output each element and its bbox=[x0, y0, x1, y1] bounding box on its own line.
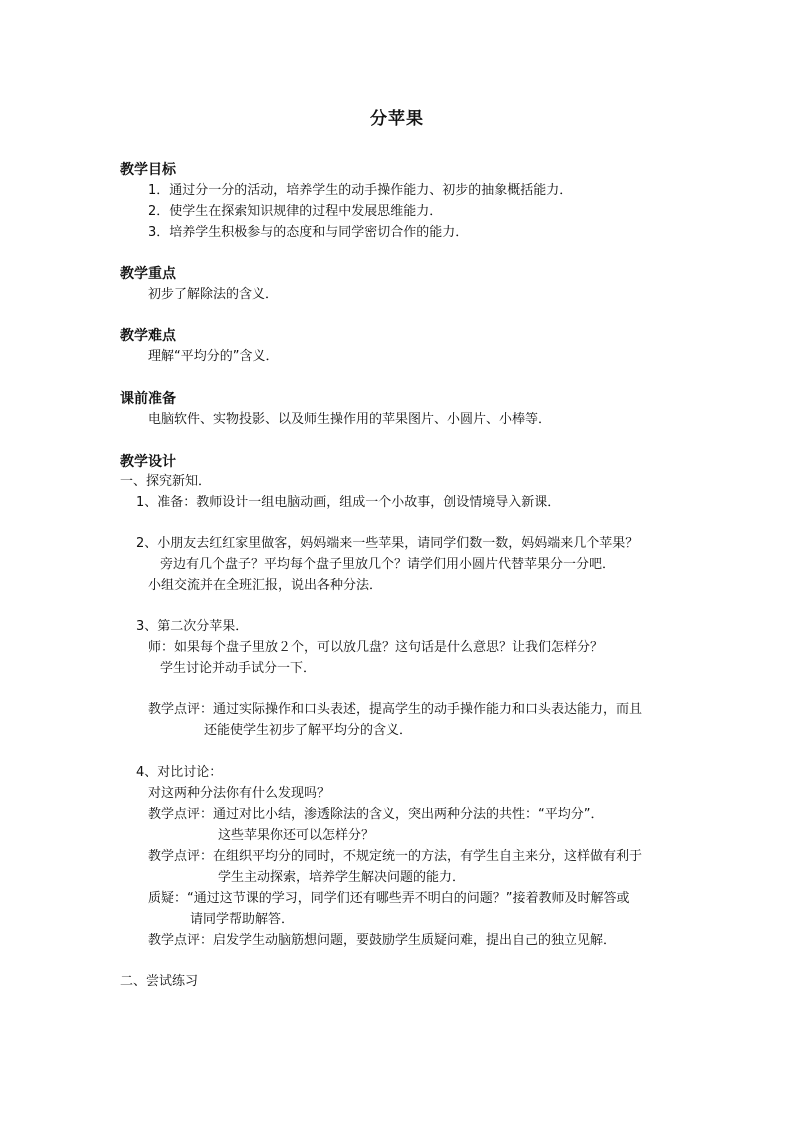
objective-item-1: 1．通过分一分的活动，培养学生的动手操作能力、初步的抽象概括能力． bbox=[148, 183, 573, 198]
design-heading: 教学设计 bbox=[120, 454, 176, 470]
objective-item-2: 2．使学生在探索知识规律的过程中发展思维能力． bbox=[148, 204, 443, 219]
design-step-4: 4、对比讨论： bbox=[136, 765, 223, 780]
design-comment-1: 教学点评：通过实际操作和口头表述，提高学生的动手操作能力和口头表达能力，而且 bbox=[148, 702, 643, 717]
key-point-text: 初步了解除法的含义． bbox=[148, 287, 279, 302]
design-step-3-teacher: 师：如果每个盘子里放２个，可以放几盘？这句话是什么意思？让我们怎样分？ bbox=[148, 640, 604, 655]
preparation-heading: 课前准备 bbox=[120, 391, 176, 407]
design-part-2-heading: 二、尝试练习 bbox=[120, 974, 199, 989]
difficulty-text: 理解“平均分的”含义． bbox=[148, 349, 279, 364]
key-point-heading: 教学重点 bbox=[120, 266, 176, 282]
preparation-text: 电脑软件、实物投影、以及师生操作用的苹果图片、小圆片、小棒等． bbox=[148, 412, 552, 427]
design-step-3: 3、第二次分苹果． bbox=[136, 619, 249, 634]
design-comment-2-cont: 这些苹果你还可以怎样分？ bbox=[218, 828, 375, 843]
design-comment-2: 教学点评：通过对比小结，渗透除法的含义，突出两种分法的共性：“平均分”． bbox=[148, 807, 604, 822]
design-step-2-cont: 旁边有几个盘子？平均每个盘子里放几个？请学们用小圆片代替苹果分一分吧． bbox=[160, 557, 616, 572]
design-question-cont: 请同学帮助解答． bbox=[190, 912, 295, 927]
design-step-2-summary: 小组交流并在全班汇报，说出各种分法． bbox=[148, 578, 383, 593]
design-step-1: 1、准备：教师设计一组电脑动画，组成一个小故事，创设情境导入新课． bbox=[136, 495, 561, 510]
design-comment-4: 教学点评：启发学生动脑筋想问题，要鼓励学生质疑问难，提出自己的独立见解． bbox=[148, 933, 617, 948]
difficulty-heading: 教学难点 bbox=[120, 328, 176, 344]
design-step-2: 2、小朋友去红红家里做客，妈妈端来一些苹果，请同学们数一数，妈妈端来几个苹果？ bbox=[136, 536, 639, 551]
design-comment-3: 教学点评：在组织平均分的同时，不规定统一的方法，有学生自主来分，这样做有利于 bbox=[148, 849, 643, 864]
design-step-4-question: 对这两种分法你有什么发现吗？ bbox=[148, 786, 331, 801]
document-title: 分苹果 bbox=[370, 109, 424, 129]
design-question: 质疑：“通过这节课的学习，同学们还有哪些弄不明白的问题？”接着教师及时解答或 bbox=[148, 891, 630, 906]
design-step-3-students: 学生讨论并动手试分一下． bbox=[160, 661, 317, 676]
design-part-1-heading: 一、探究新知． bbox=[120, 474, 212, 489]
design-comment-1-cont: 还能使学生初步了解平均分的含义． bbox=[204, 723, 413, 738]
objective-item-3: 3．培养学生积极参与的态度和与同学密切合作的能力． bbox=[148, 225, 469, 240]
objectives-heading: 教学目标 bbox=[120, 162, 176, 178]
design-comment-3-cont: 学生主动探索，培养学生解决问题的能力． bbox=[218, 870, 466, 885]
